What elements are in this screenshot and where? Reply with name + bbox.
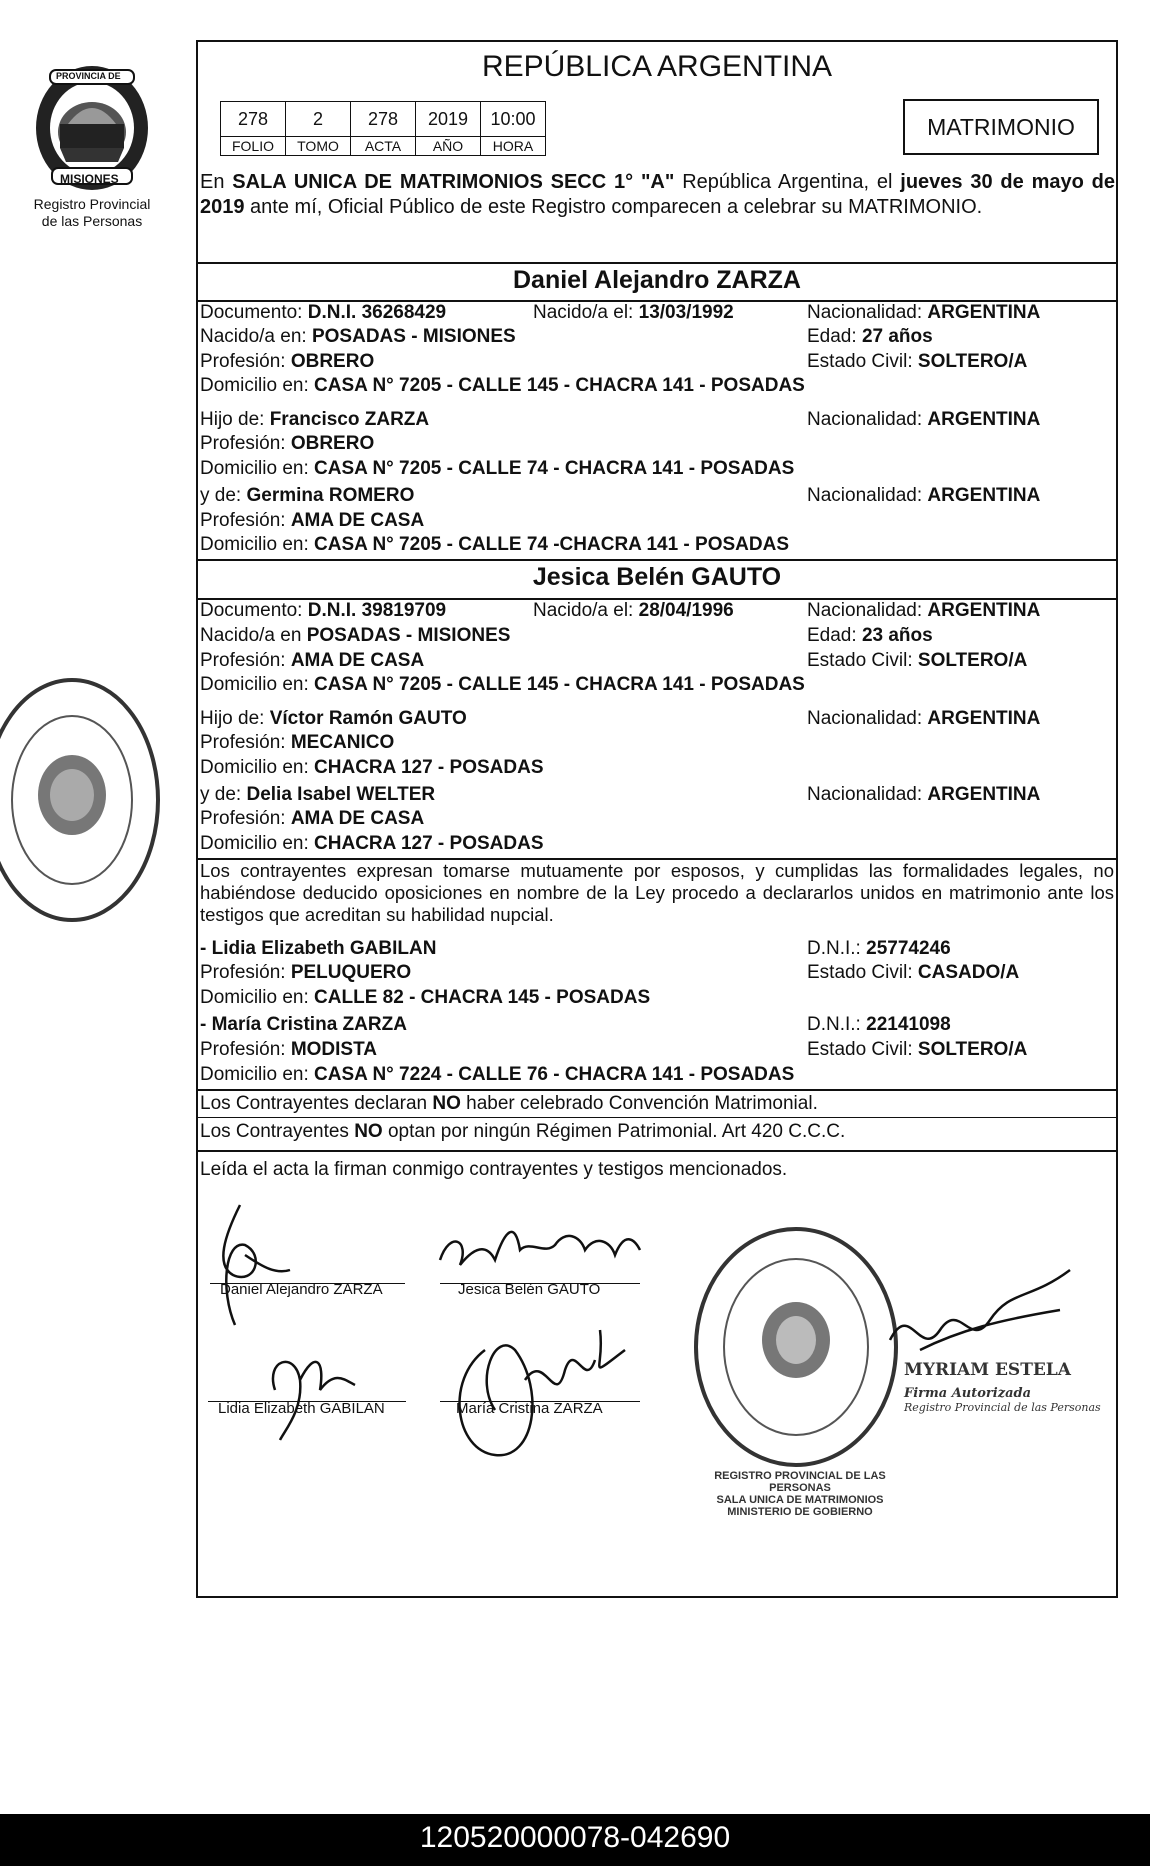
closing-statement: Leída el acta la firman conmigo contrayentes y testigos mencionados. — [200, 1159, 788, 1180]
logo-arc-top: PROVINCIA DE — [56, 71, 121, 81]
hour-value: 10:00 — [481, 102, 546, 137]
logo-arc-bottom: MISIONES — [60, 172, 119, 186]
country-title: REPÚBLICA ARGENTINA — [481, 50, 833, 83]
official-seal — [688, 1222, 904, 1477]
act-type-box: MATRIMONIO — [903, 99, 1099, 155]
no-convention-statement: Los Contrayentes declaran NO haber celebrado Convención Matrimonial. — [200, 1093, 818, 1114]
year-label: AÑO — [416, 137, 481, 156]
folio-label: FOLIO — [221, 137, 286, 156]
declaration-paragraph: Los contrayentes expresan tomarse mutuamente por esposos, y cumplidas las formalidades legales, no habiéndose deducido oposiciones en nombre de la Ley procedo a declararlos unidos en matrimonio ante los testigos que acreditan su habilidad nupcial. — [200, 860, 1114, 925]
document-id-bar: 120520000078-042690 — [0, 1814, 1150, 1866]
official-stamp-text: MYRIAM ESTELA Firma Autorizada Registro Provincial de las Personas — [904, 1360, 1101, 1414]
no-regime-statement: Los Contrayentes NO optan por ningún Régimen Patrimonial. Art 420 C.C.C. — [200, 1121, 846, 1142]
hour-label: HORA — [481, 137, 546, 156]
spouse-1-name: Daniel Alejandro ZARZA — [513, 266, 801, 294]
spouse-2-name: Jesica Belén GAUTO — [532, 563, 782, 591]
logo-caption-line-1: Registro Provincial — [33, 196, 151, 212]
year-value: 2019 — [416, 102, 481, 137]
tomo-value: 2 — [286, 102, 351, 137]
tomo-label: TOMO — [286, 137, 351, 156]
registry-data-table — [220, 101, 546, 156]
acta-value: 278 — [351, 102, 416, 137]
acta-label: ACTA — [351, 137, 416, 156]
intro-paragraph: En SALA UNICA DE MATRIMONIOS SECC 1° "A" República Argentina, el jueves 30 de mayo de 2019 ante mí, Oficial Público de este Registro comparecen a celebrar su MATRIMONIO. — [200, 171, 1116, 218]
left-seal — [0, 665, 180, 940]
official-seal-text: REGISTRO PROVINCIAL DE LAS PERSONAS SALA UNICA DE MATRIMONIOS MINISTERIO DE GOBIERNO — [714, 1470, 886, 1518]
logo-caption — [18, 196, 166, 230]
folio-value: 278 — [221, 102, 286, 137]
logo-caption-line-2: de las Personas — [41, 213, 143, 229]
